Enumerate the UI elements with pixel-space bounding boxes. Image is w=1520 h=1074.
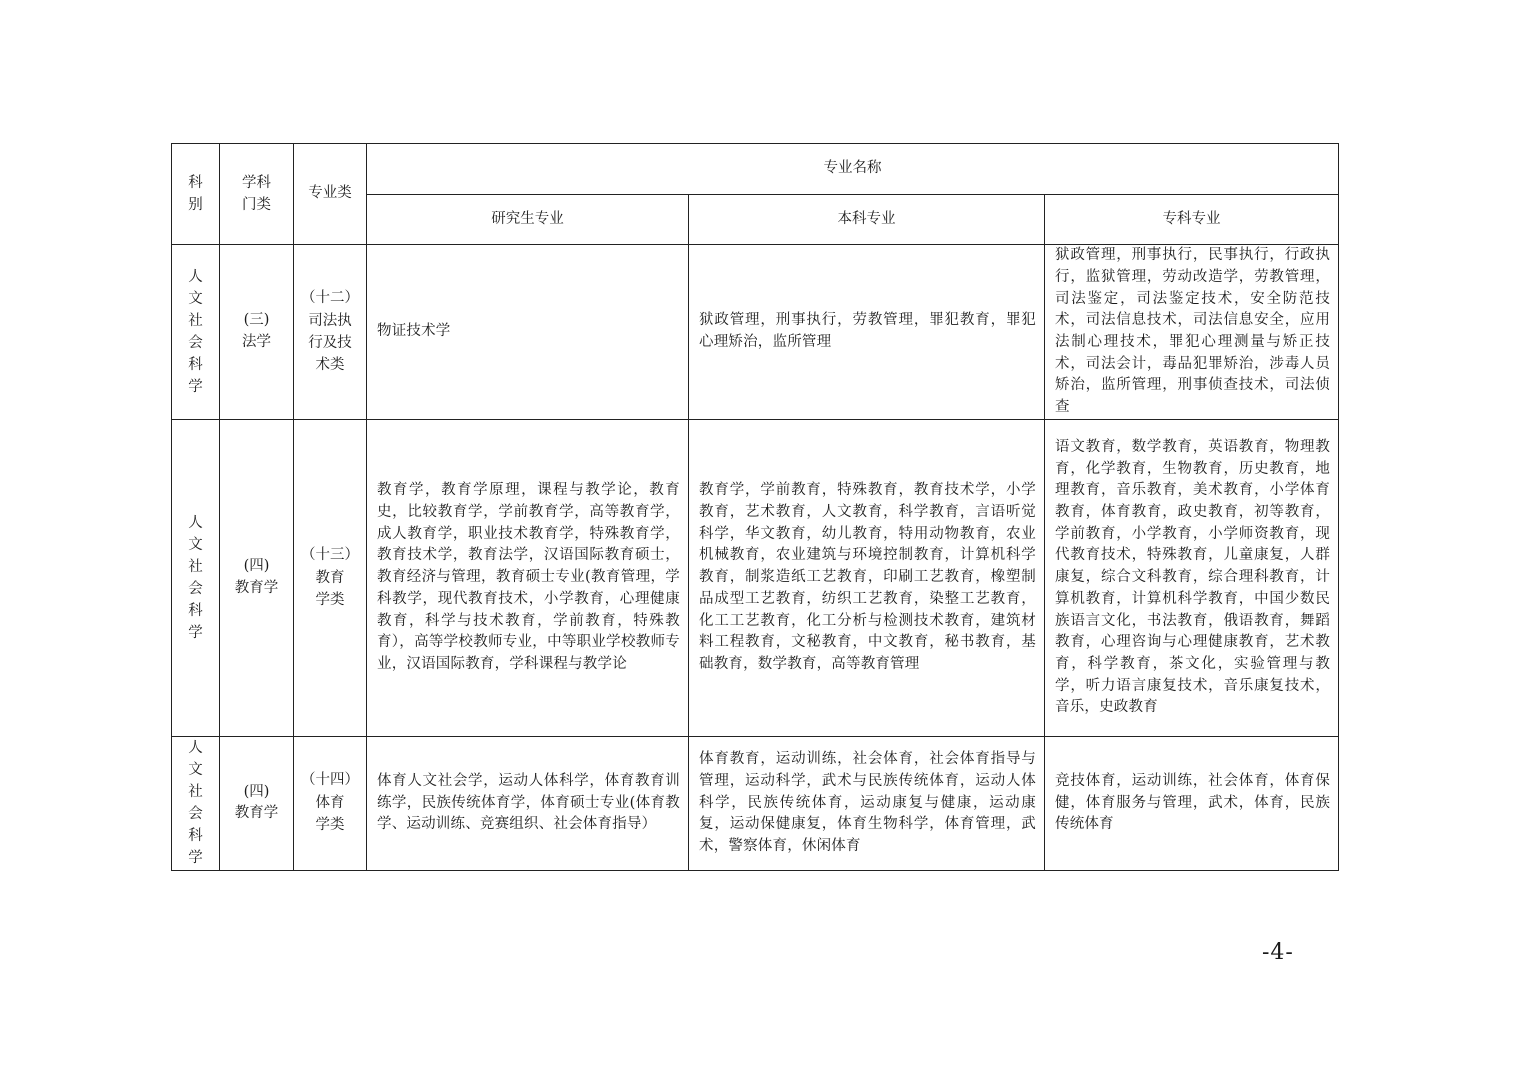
table-row: [172, 245, 1339, 420]
vocational-cell: 竞技体育，运动训练，社会体育，体育保健，体育服务与管理，武术，体育，民族传统体育: [1045, 737, 1339, 871]
undergraduate-cell: 体育教育，运动训练，社会体育，社会体育指导与管理，运动科学，武术与民族传统体育，运动人体科学，民族传统体育，运动康复与健康，运动康复，运动保健康复，体育生物科学，体育管理，武术，警察体育，休闲体育: [689, 737, 1045, 871]
subject-cell: 人文社会科学: [172, 737, 220, 871]
major-class-cell: （十三） 教育学类: [294, 420, 367, 737]
graduate-cell: 物证技术学: [367, 245, 689, 420]
undergraduate-cell: 教育学，学前教育，特殊教育，教育技术学，小学教育，艺术教育，人文教育，科学教育，言语听觉科学，华文教育，幼儿教育，特用动物教育，农业机械教育，农业建筑与环境控制教育，计算机科学教育，制浆造纸工艺教育，印刷工艺教育，橡塑制品成型工艺教育，纺织工艺教育，染整工艺教育，化工工艺教育，化工分析与检测技术教育，建筑材料工程教育，文秘教育，中文教育，秘书教育，基础教育，数学教育，高等教育管理: [689, 420, 1045, 737]
header-graduate: 研究生专业: [367, 195, 689, 245]
header-major-name: 专业名称: [367, 144, 1339, 195]
header-discipline: 学科门类: [220, 144, 294, 245]
header-major-class: 专业类: [294, 144, 367, 245]
header-row-1: [172, 144, 1339, 195]
discipline-cell: (三) 法学: [220, 245, 294, 420]
graduate-cell: 教育学，教育学原理，课程与教学论，教育史，比较教育学，学前教育学，高等教育学，成人教育学，职业技术教育学，特殊教育学，教育技术学，教育法学，汉语国际教育硕士，教育经济与管理，教育硕士专业(教育管理，学科教学，现代教育技术，小学教育，心理健康教育，科学与技术教育，学前教育，特殊教育），高等学校教师专业，中等职业学校教师专业，汉语国际教育，学科课程与教学论: [367, 420, 689, 737]
header-subject: 科别: [172, 144, 220, 245]
table-row: [172, 420, 1339, 737]
major-class-cell: （十二） 司法执行及技术类: [294, 245, 367, 420]
discipline-cell: (四) 教育学: [220, 420, 294, 737]
subject-cell: 人文社会科学: [172, 420, 220, 737]
page-number: -4-: [1262, 940, 1294, 965]
header-vocational: 专科专业: [1045, 195, 1339, 245]
vocational-cell: 狱政管理，刑事执行，民事执行，行政执行，监狱管理，劳动改造学，劳教管理，司法鉴定，司法鉴定技术，安全防范技术，司法信息技术，司法信息安全，应用法制心理技术，罪犯心理测量与矫正技术，司法会计，毒品犯罪矫治，涉毒人员矫治，监所管理，刑事侦查技术，司法侦查: [1045, 245, 1339, 420]
subject-cell: 人文社会科学: [172, 245, 220, 420]
graduate-cell: 体育人文社会学，运动人体科学，体育教育训练学，民族传统体育学，体育硕士专业(体育教学、运动训练、竞赛组织、社会体育指导）: [367, 737, 689, 871]
major-class-cell: （十四） 体育学类: [294, 737, 367, 871]
discipline-cell: (四) 教育学: [220, 737, 294, 871]
table-row: [172, 737, 1339, 871]
undergraduate-cell: 狱政管理，刑事执行，劳教管理，罪犯教育，罪犯心理矫治，监所管理: [689, 245, 1045, 420]
header-undergraduate: 本科专业: [689, 195, 1045, 245]
majors-table: [171, 143, 1339, 871]
vocational-cell: 语文教育，数学教育，英语教育，物理教育，化学教育，生物教育，历史教育，地理教育，音乐教育，美术教育，小学体育教育，体育教育，政史教育，初等教育，学前教育，小学教育，小学师资教育，现代教育技术，特殊教育，儿童康复，人群康复，综合文科教育，综合理科教育，计算机教育，计算机科学教育，中国少数民族语言文化，书法教育，俄语教育，舞蹈教育，心理咨询与心理健康教育，艺术教育，科学教育，茶文化，实验管理与教学，听力语言康复技术，音乐康复技术，音乐，史政教育: [1045, 420, 1339, 737]
